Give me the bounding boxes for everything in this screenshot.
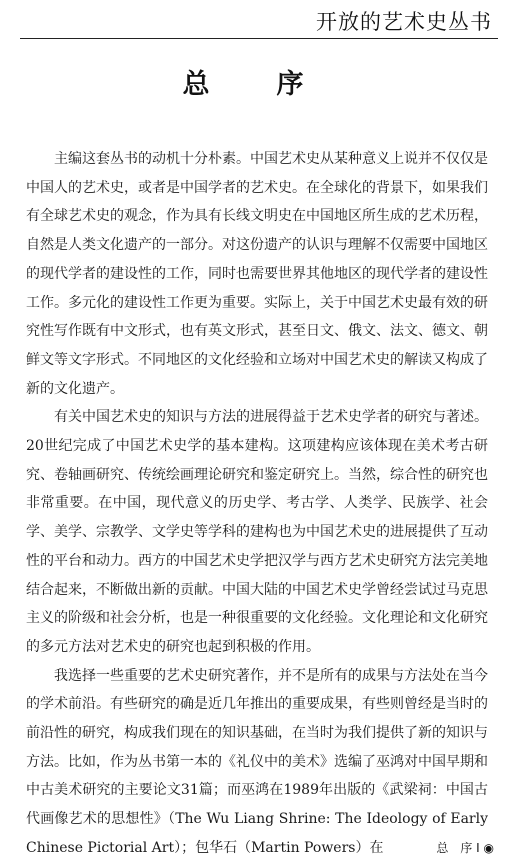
page-footer: 总 序 I ◉ [436, 841, 494, 855]
paragraph: 有关中国艺术史的知识与方法的进展得益于艺术史学者的研究与著述。20世纪完成了中国艺术史学的基本建构。这项建构应该体现在美术考古研究、卷轴画研究、传统绘画理论研究和鉴定研究上。当然，综合性的研究也非常重要。在中国，现代意义的历史学、考古学、人类学、民族学、社会学、美学、宗教学、文学史等学科的建构也为中国艺术史的进展提供了互动性的平台和动力。西方的中国艺术史学把汉学与西方艺术史研究方法完美地结合起来，不断做出新的贡献。中国大陆的中国艺术史学曾经尝试过马克思主义的阶级和社会分析，也是一种很重要的文化经验。文化理论和文化研究的多元方法对艺术史的研究也起到积极的作用。 [26, 409, 488, 655]
paragraph: 主编这套丛书的动机十分朴素。中国艺术史从某种意义上说并不仅仅是中国人的艺术史，或者是中国学者的艺术史。在全球化的背景下，如果我们有全球艺术史的观念，作为具有长线文明史在中国地区所生成的艺术历程，自然是人类文化遗产的一部分。对这份遗产的认识与理解不仅需要中国地区的现代学者的建设性的工作，同时也需要世界其他地区的现代学者的建设性工作。多元化的建设性工作更为重要。实际上，关于中国艺术史最有效的研究性写作既有中文形式，也有英文形式，甚至日文、俄文、法文、德文、朝鲜文等文字形式。不同地区的文化经验和立场对中国艺术史的解读又构成了新的文化遗产。 [26, 151, 488, 397]
series-title: 开放的艺术史丛书 [316, 10, 492, 34]
header-rule [20, 38, 498, 39]
page-title: 总 序 [182, 69, 324, 100]
paragraph: 我选择一些重要的艺术史研究著作，并不是所有的成果与方法处在当今的学术前沿。有些研究的确是近几年推出的重要成果，有些则曾经是当时的前沿性的研究，构成我们现在的知识基础，在当时为我们提供了新的知识与方法。比如，作为丛书第一本的《礼仪中的美术》选编了巫鸿对中国早期和中古美术研究的主要论文31篇；而巫鸿在1989年出版的《武梁祠：中国古代画像艺术的思想性》（The Wu Liang Shrine: The Ideology of Early Chinese Pictorial Art）；包华石（Martin Powers）在 [26, 667, 488, 856]
body-text [26, 145, 488, 863]
